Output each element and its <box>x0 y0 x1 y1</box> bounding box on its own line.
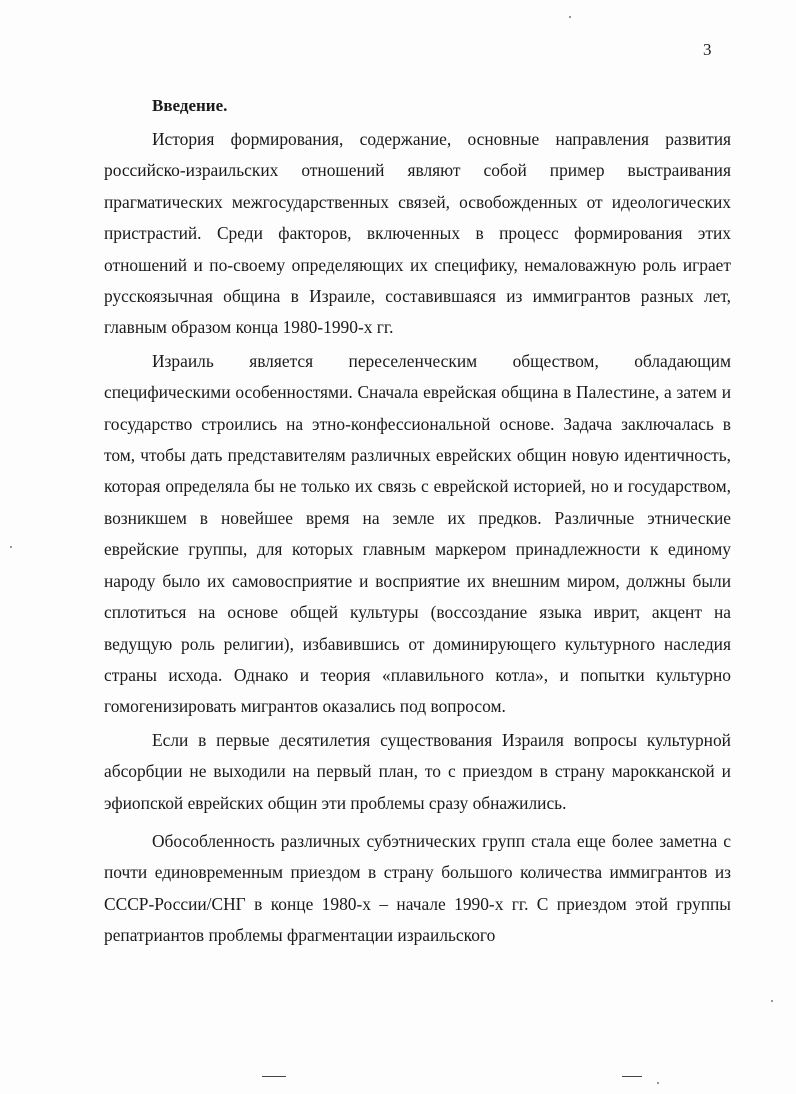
page-number: 3 <box>703 40 712 59</box>
section-heading: Введение. <box>152 96 228 115</box>
scan-speck <box>657 1082 659 1084</box>
paragraph-2: Израиль является переселенческим обществом, обладающим специфическими особенностями. Сначала еврейская община в Палестине, а затем и государство строились на этно-конфессиональной основе. Задача заключалась в том, чтобы дать представителям различных еврейских общин новую идентичность, которая определяла бы не только их связь с еврейской историей, но и государством, возникшем в новейшее время на земле их предков. Различные этнические еврейские группы, для которых главным маркером принадлежности к единому народу было их самовосприятие и восприятие их внешним миром, должны были сплотиться на основе общей культуры (воссоздание языка иврит, акцент на ведущую роль религии), избавившись от доминирующего культурного наследия страны исхода. Однако и теория «плавильного котла», и попытки культурно гомогенизировать мигрантов оказались под вопросом. <box>104 350 731 717</box>
paragraph-3: Если в первые десятилетия существования Израиля вопросы культурной абсорбции не выходили на первый план, то с приездом в страну марокканской и эфиопской еврейских общин эти проблемы сразу обнажились. <box>104 729 731 813</box>
scan-speck <box>10 546 12 548</box>
scan-mark-left <box>262 1076 286 1077</box>
paragraph-4: Обособленность различных субэтнических групп стала еще более заметна с почти единовременным приездом в страну большого количества иммигрантов из СССР-России/СНГ в конце 1980-х – начале 1990-х гг. С приездом этой группы репатриантов проблемы фрагментации израильского <box>104 830 731 946</box>
body-text <box>104 124 731 952</box>
scan-mark-right <box>622 1076 642 1077</box>
paragraph-1: История формирования, содержание, основные направления развития российско-израильских отношений являют собой пример выстраивания прагматических межгосударственных связей, освобожденных от идеологических пристрастий. Среди факторов, включенных в процесс формирования этих отношений и по-своему определяющих их специфику, немаловажную роль играет русскоязычная община в Израиле, составившаяся из иммигрантов разных лет, главным образом конца 1980-1990-х гг. <box>104 129 731 338</box>
scan-speck <box>569 16 571 18</box>
scan-speck <box>771 1000 773 1002</box>
